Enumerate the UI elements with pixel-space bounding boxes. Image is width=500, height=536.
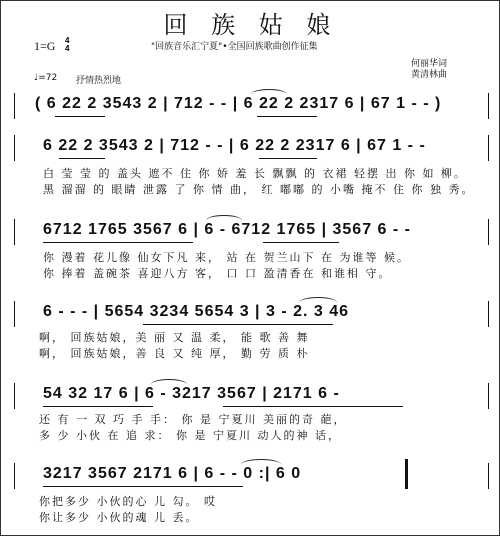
lyric-verse-1: 还 有 一 双 巧 手 手： 你 是 宁夏川 美丽的奇 葩， bbox=[39, 413, 347, 426]
lyricist-credit: 何丽华词 bbox=[411, 59, 448, 69]
repeat-barline bbox=[405, 459, 408, 489]
lyric-verse-1: 啊， 回族姑娘，美 丽 又 温 柔， 能 歌 善 舞 bbox=[39, 331, 310, 344]
tie bbox=[151, 379, 187, 390]
lyric-verse-1: 你把多少 小伙的心 儿 勾。 哎 bbox=[39, 495, 217, 508]
notation-line-2: 6 22 2 3543 2 | 712 - - | 6 22 2 2317 6 | 67 1 - - bbox=[43, 137, 426, 154]
barline bbox=[488, 219, 489, 245]
barline bbox=[14, 219, 15, 245]
composer-credit: 黄清林曲 bbox=[411, 70, 448, 80]
barline bbox=[14, 463, 15, 489]
subtitle: "回族音乐汇宁夏"•全国回族歌曲创作征集 bbox=[151, 42, 318, 52]
time-signature bbox=[65, 37, 69, 53]
lyric-verse-1: 白 莹 莹 的 盖头 遮不 住 你 娇 羞 长 飘飘 的 衣裙 轻摆 出 你 如 柳。 bbox=[43, 167, 467, 180]
barline bbox=[488, 135, 489, 161]
lyric-verse-1: 你 漫着 花儿像 仙女下凡 来， 站 在 贺兰山下 在 为谁等 候。 bbox=[43, 251, 410, 264]
beam-underline bbox=[43, 406, 153, 407]
lyric-verse-2: 黑 溜溜 的 眼睛 泄露 了 你 情 曲， 红 嘟嘟 的 小嘴 掩不 住 你 独 秀。 bbox=[43, 183, 475, 196]
beam-underline bbox=[263, 242, 339, 243]
barline bbox=[488, 301, 489, 327]
time-signature-bottom: 4 bbox=[65, 44, 70, 53]
barline bbox=[14, 93, 15, 119]
tie bbox=[241, 459, 281, 470]
beam-underline bbox=[43, 486, 243, 487]
time-signature-top: 4 bbox=[65, 36, 70, 45]
tie bbox=[206, 215, 242, 226]
beam-underline bbox=[43, 242, 193, 243]
song-title: 回 族 姑 娘 bbox=[163, 11, 339, 39]
beam-underline bbox=[259, 158, 317, 159]
beam-underline bbox=[257, 116, 317, 117]
barline bbox=[488, 93, 489, 119]
lyric-verse-2: 多 少 小伙 在 追 求： 你 是 宁夏川 动人的神 话， bbox=[39, 429, 341, 442]
barline bbox=[14, 383, 15, 409]
notation-line-4: 6 - - - | 5654 3234 5654 3 | 3 - 2. 3 46 bbox=[43, 303, 350, 320]
beam-underline bbox=[143, 324, 333, 325]
key-signature: 1=G bbox=[34, 39, 56, 53]
lyric-verse-2: 啊， 回族姑娘，善 良 又 纯 厚， 勤 劳 质 朴 bbox=[39, 347, 310, 360]
notation-line-5: 54 32 17 6 | 6 - 3217 3567 | 2171 6 - bbox=[43, 385, 340, 402]
lyric-verse-2: 你让多少 小伙的魂 儿 丢。 bbox=[39, 511, 199, 524]
lyric-verse-2: 你 捧着 盖碗茶 喜迎八方 客， 口 口 盈清香在 和谁相 守。 bbox=[43, 267, 392, 280]
tempo-mark: ♩=72 bbox=[34, 73, 58, 83]
barline bbox=[488, 463, 489, 489]
beam-underline bbox=[55, 116, 105, 117]
beam-underline bbox=[59, 158, 105, 159]
beam-underline bbox=[223, 406, 403, 407]
expression-mark: 抒情热烈地 bbox=[76, 76, 122, 86]
slur bbox=[251, 89, 287, 100]
notation-line-1: ( 6 22 2 3543 2 | 712 - - | 6 22 2 2317 6 | 67 1 - - ) bbox=[35, 95, 442, 112]
notation-line-3: 6712 1765 3567 6 | 6 - 6712 1765 | 3567 6 - - bbox=[43, 221, 411, 238]
notation-line-6: 3217 3567 2171 6 | 6 - - 0 :| 6 0 bbox=[43, 465, 302, 482]
barline bbox=[14, 301, 15, 327]
tie bbox=[299, 297, 337, 308]
barline bbox=[488, 383, 489, 409]
barline bbox=[14, 135, 15, 161]
